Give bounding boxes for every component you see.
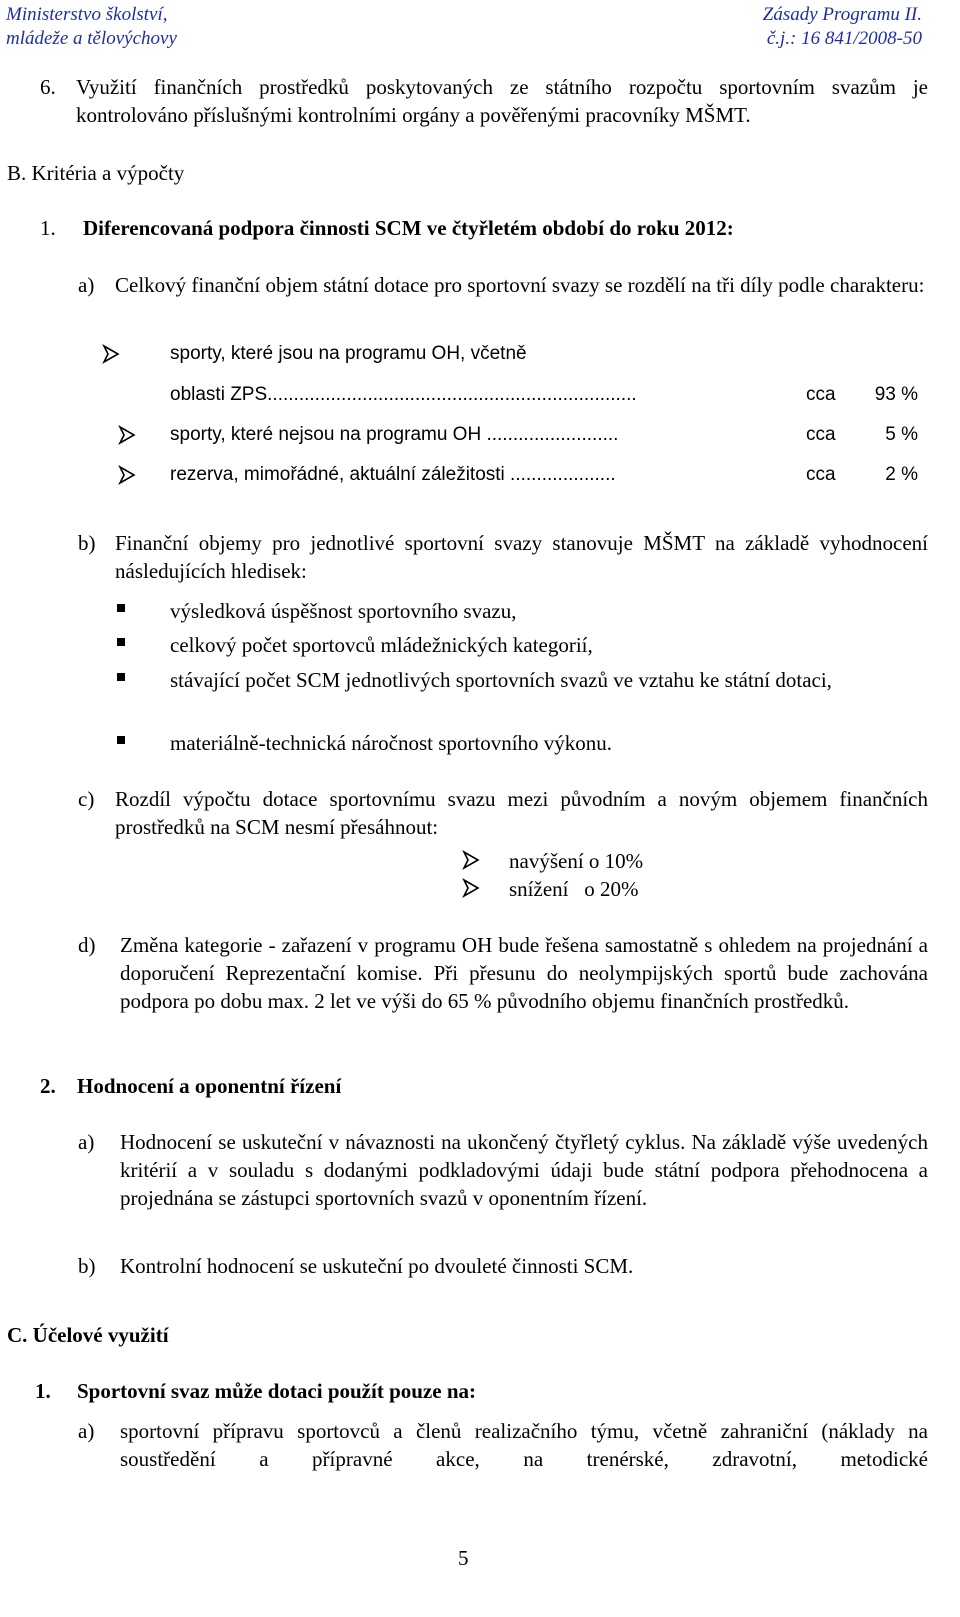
square-bullet-icon bbox=[117, 638, 125, 646]
header-ministry bbox=[6, 3, 177, 51]
b-text: Finanční objemy pro jednotlivé sportovní svazy stanovuje MŠMT na základě vyhodnocení následujících hledisek: bbox=[115, 531, 928, 583]
arrow-bullet-icon bbox=[462, 850, 480, 870]
arrow-bullet-icon bbox=[118, 425, 136, 445]
item1-number: 1. bbox=[40, 216, 56, 240]
arrow-bullet-icon bbox=[102, 344, 120, 364]
item1-title-text: Diferencovaná podpora činnosti SCM ve čtyřletém období do roku 2012: bbox=[83, 216, 734, 240]
a-bullet1-line1: sporty, které jsou na programu OH, včetně bbox=[170, 343, 527, 364]
c-a-label: a) bbox=[78, 1419, 95, 1443]
section-b-title: B. Kritéria a výpočty bbox=[7, 161, 185, 185]
a-bullet1-dots: ...................................................................... bbox=[267, 384, 637, 405]
item2-number: 2. bbox=[40, 1074, 56, 1098]
a-label: a) bbox=[78, 273, 95, 297]
item2-title: Hodnocení a oponentní řízení bbox=[77, 1074, 342, 1098]
h-b-label: b) bbox=[78, 1254, 96, 1278]
a-bullet2-pct: 5 % bbox=[885, 424, 918, 445]
section-c-title: C. Účelové využití bbox=[7, 1323, 169, 1347]
header-ministry-line2: mládeže a tělovýchovy bbox=[6, 28, 177, 49]
a-text: Celkový finanční objem státní dotace pro sportovní svazy se rozdělí na tři díly podle charakteru: bbox=[115, 273, 925, 297]
a-bullet3-cca: cca bbox=[806, 464, 836, 485]
a-bullet3-text: rezerva, mimořádné, aktuální záležitosti bbox=[170, 464, 505, 485]
arrow-bullet-icon bbox=[462, 878, 480, 898]
header-reference bbox=[763, 3, 922, 51]
b-label: b) bbox=[78, 531, 96, 555]
b-bullet1: výsledková úspěšnost sportovního svazu, bbox=[170, 599, 517, 623]
header-ministry-line1: Ministerstvo školství, bbox=[6, 4, 168, 25]
a-bullet2-text: sporty, které nejsou na programu OH bbox=[170, 424, 482, 445]
b-bullet3: stávající počet SCM jednotlivých sportovních svazů ve vztahu ke státní dotaci, bbox=[170, 668, 832, 692]
a-bullet1-cca: cca bbox=[806, 384, 836, 405]
c-text: Rozdíl výpočtu dotace sportovnímu svazu mezi původním a novým objemem finančních prostředků na SCM nesmí přesáhnout: bbox=[115, 787, 928, 839]
item6-number: 6. bbox=[40, 75, 56, 99]
page-number: 5 bbox=[458, 1546, 469, 1570]
h-b-text: Kontrolní hodnocení se uskuteční po dvouleté činnosti SCM. bbox=[120, 1254, 634, 1278]
c-bullet2: snížení o 20% bbox=[509, 877, 639, 901]
a-bullet1-pct: 93 % bbox=[874, 384, 918, 405]
b-bullet2: celkový počet sportovců mládežnických kategorií, bbox=[170, 633, 593, 657]
header-reference-line1: Zásady Programu II. bbox=[762, 4, 922, 25]
h-a-text: Hodnocení se uskuteční v návaznosti na ukončený čtyřletý cyklus. Na základě výše uvedených kritérií a v souladu s dodanými podkladovými údaji bude státní podpora přehodnocena a projednána se zástupci sportovních svazů v oponentním řízení. bbox=[120, 1130, 928, 1210]
a-bullet3-dots: .................... bbox=[510, 464, 616, 485]
header-reference-line2: č.j.: 16 841/2008-50 bbox=[766, 28, 922, 49]
d-text: Změna kategorie - zařazení v programu OH bude řešena samostatně s ohledem na projednání a doporučení Reprezentační komise. Při přesunu do neolympijských sportů bude zachována podpora po dobu max. 2 let ve výši do 65 % původního objemu finančních prostředků. bbox=[120, 933, 928, 1013]
d-label: d) bbox=[78, 933, 96, 957]
c-item1-title: Sportovní svaz může dotaci použít pouze na: bbox=[77, 1379, 476, 1403]
c-label: c) bbox=[78, 787, 95, 811]
a-bullet3 bbox=[170, 461, 616, 489]
a-bullet1-line2 bbox=[170, 381, 637, 409]
item6-text: Využití finančních prostředků poskytovaných ze státního rozpočtu sportovním svazům je kontrolováno příslušnými kontrolními orgány a pověřenými pracovníky MŠMT. bbox=[76, 75, 928, 127]
a-bullet2 bbox=[170, 421, 618, 449]
square-bullet-icon bbox=[117, 736, 125, 744]
a-bullet2-cca: cca bbox=[806, 424, 836, 445]
h-a-label: a) bbox=[78, 1130, 95, 1154]
a-bullet1-area: oblasti ZPS bbox=[170, 384, 268, 405]
a-bullet2-dots: ......................... bbox=[486, 424, 619, 445]
c-bullet1: navýšení o 10% bbox=[509, 849, 644, 873]
a-bullet3-pct: 2 % bbox=[885, 464, 918, 485]
item1-title bbox=[83, 214, 734, 242]
arrow-bullet-icon bbox=[118, 465, 136, 485]
c-a-text: sportovní přípravu sportovců a členů realizačního týmu, včetně zahraniční (náklady na soustředění a přípravné akce, na trenérské, zdravotní, metodické bbox=[120, 1419, 928, 1471]
c-item1-number: 1. bbox=[35, 1379, 51, 1403]
square-bullet-icon bbox=[117, 673, 125, 681]
b-bullet4: materiálně-technická náročnost sportovního výkonu. bbox=[170, 731, 613, 755]
square-bullet-icon bbox=[117, 604, 125, 612]
